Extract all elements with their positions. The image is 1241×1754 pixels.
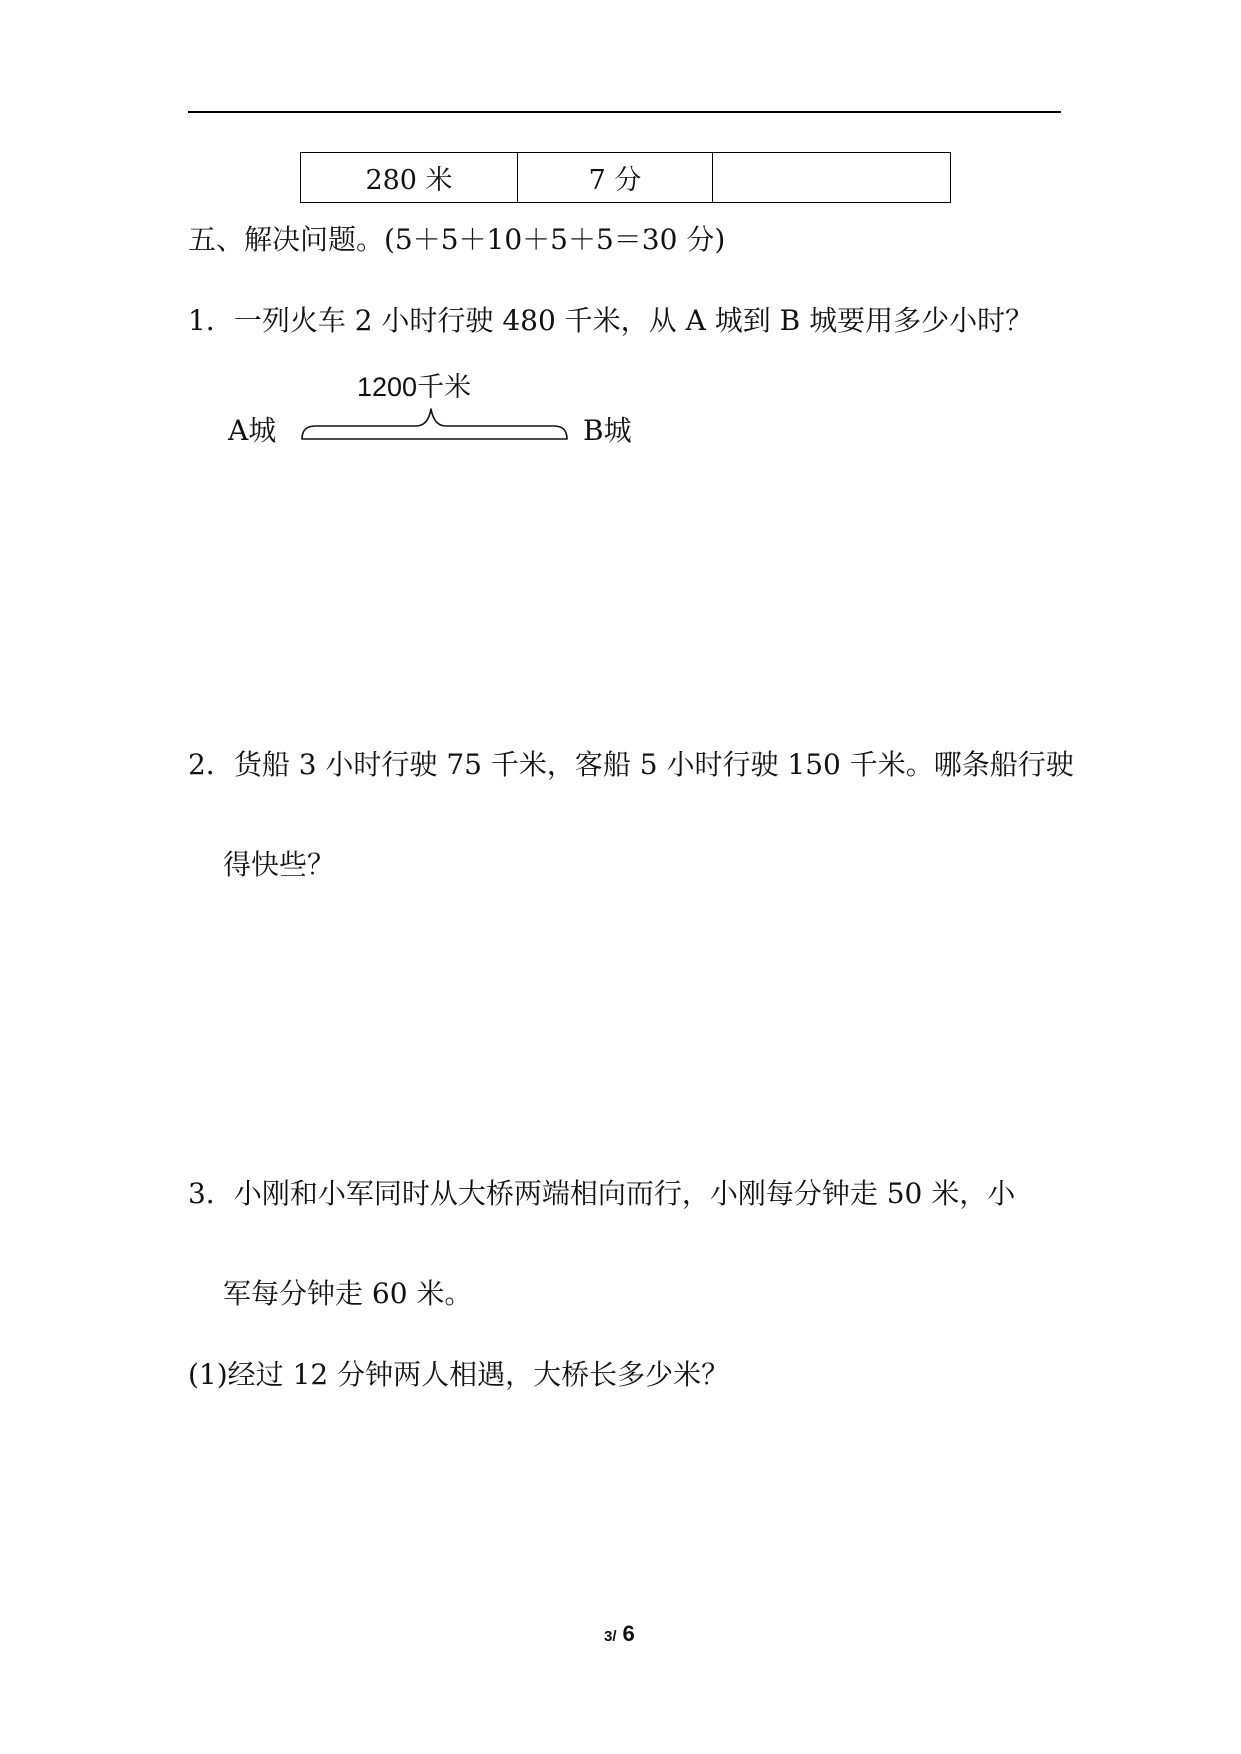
question-2-line-1: 2．货船 3 小时行驶 75 千米，客船 5 小时行驶 150 千米。哪条船行驶 <box>188 748 1074 781</box>
city-a-label: A城 <box>228 414 277 447</box>
question-3-line-1: 3．小刚和小军同时从大桥两端相向而行，小刚每分钟走 50 米，小 <box>188 1177 1016 1210</box>
page-total: 6 <box>622 1621 635 1646</box>
question-3-subquestion-1: (1)经过 12 分钟两人相遇，大桥长多少米？ <box>188 1358 730 1391</box>
question-2-line-2: 得快些？ <box>223 848 336 881</box>
distance-diagram <box>228 372 648 475</box>
distance-label: 1200千米 <box>357 372 472 402</box>
table-row <box>301 153 951 203</box>
brace-icon <box>299 395 571 445</box>
data-table <box>300 152 951 203</box>
table-cell-speed-blank <box>713 153 951 203</box>
table-cell-time: 7 分 <box>518 153 713 203</box>
question-1-text: 1．一列火车 2 小时行驶 480 千米，从 A 城到 B 城要用多少小时？ <box>188 304 1034 337</box>
section-title: 五、解决问题。(5＋5＋10＋5＋5＝30 分) <box>188 223 726 256</box>
page-current: 3/ <box>604 1628 617 1645</box>
question-3-line-2: 军每分钟走 60 米。 <box>223 1277 473 1310</box>
page-number <box>604 1621 635 1647</box>
header-rule <box>188 111 1061 113</box>
city-b-label: B城 <box>583 414 632 447</box>
table-cell-distance: 280 米 <box>301 153 518 203</box>
